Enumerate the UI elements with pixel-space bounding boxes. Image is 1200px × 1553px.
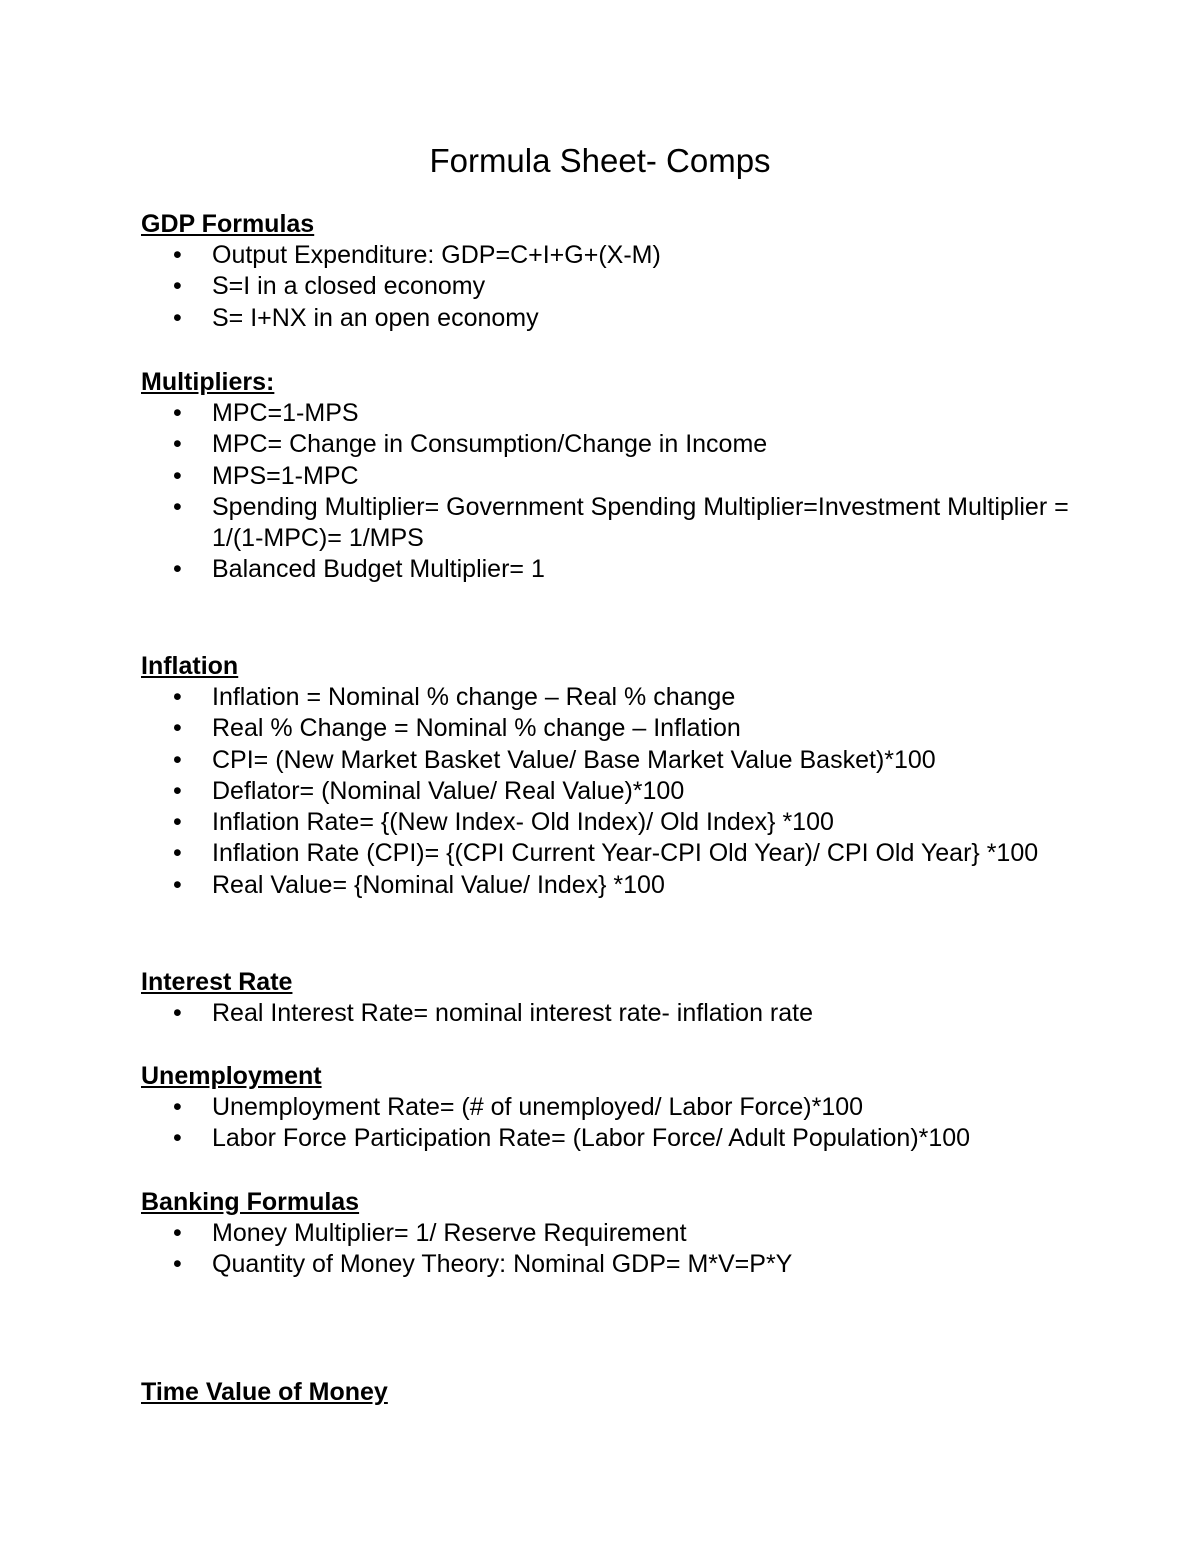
list-item: • Unemployment Rate= (# of unemployed/ Labor Force)*100	[141, 1092, 1091, 1123]
bullet-list	[141, 240, 1091, 334]
bullet-list	[141, 998, 1091, 1029]
section	[141, 1061, 1091, 1155]
bullet-list	[141, 1218, 1091, 1281]
list-item: • S= I+NX in an open economy	[141, 303, 1091, 334]
section	[141, 1187, 1091, 1281]
list-item: • MPC= Change in Consumption/Change in Income	[141, 429, 1091, 460]
list-item: • MPC=1-MPS	[141, 398, 1091, 429]
list-item: • Output Expenditure: GDP=C+I+G+(X-M)	[141, 240, 1091, 271]
list-item: • Balanced Budget Multiplier= 1	[141, 554, 1091, 585]
section	[141, 1377, 1091, 1408]
list-item: • Inflation Rate (CPI)= {(CPI Current Year-CPI Old Year)/ CPI Old Year} *100	[141, 838, 1091, 869]
section-heading: Time Value of Money	[141, 1378, 388, 1406]
section-heading: Unemployment	[141, 1062, 322, 1090]
list-item: • Quantity of Money Theory: Nominal GDP= M*V=P*Y	[141, 1249, 1091, 1280]
list-item: • Real Interest Rate= nominal interest rate- inflation rate	[141, 998, 1091, 1029]
list-item: • MPS=1-MPC	[141, 461, 1091, 492]
section	[141, 967, 1091, 1029]
section	[141, 651, 1091, 901]
section-heading: Interest Rate	[141, 968, 293, 996]
bullet-list	[141, 398, 1091, 586]
page-title: Formula Sheet- Comps	[429, 142, 771, 179]
section-heading: Banking Formulas	[141, 1188, 360, 1216]
list-item: • Inflation = Nominal % change – Real % change	[141, 682, 1091, 713]
list-item: • Money Multiplier= 1/ Reserve Requirement	[141, 1218, 1091, 1249]
list-item: • Deflator= (Nominal Value/ Real Value)*100	[141, 776, 1091, 807]
bullet-list	[141, 682, 1091, 901]
list-item: • Real Value= {Nominal Value/ Index} *100	[141, 870, 1091, 901]
section-heading: GDP Formulas	[141, 210, 315, 238]
section-heading: Inflation	[141, 652, 239, 680]
list-item: • S=I in a closed economy	[141, 271, 1091, 302]
section	[141, 209, 1091, 334]
bullet-list	[141, 1092, 1091, 1155]
list-item: • Inflation Rate= {(New Index- Old Index)/ Old Index} *100	[141, 807, 1091, 838]
section-heading: Multipliers:	[141, 368, 275, 396]
list-item: • Real % Change = Nominal % change – Inflation	[141, 713, 1091, 744]
list-item: • CPI= (New Market Basket Value/ Base Market Value Basket)*100	[141, 745, 1091, 776]
section	[141, 367, 1091, 586]
list-item: • Labor Force Participation Rate= (Labor Force/ Adult Population)*100	[141, 1123, 1091, 1154]
list-item: • Spending Multiplier= Government Spending Multiplier=Investment Multiplier = 1/(1-MPC)= 1/MPS	[141, 492, 1091, 555]
